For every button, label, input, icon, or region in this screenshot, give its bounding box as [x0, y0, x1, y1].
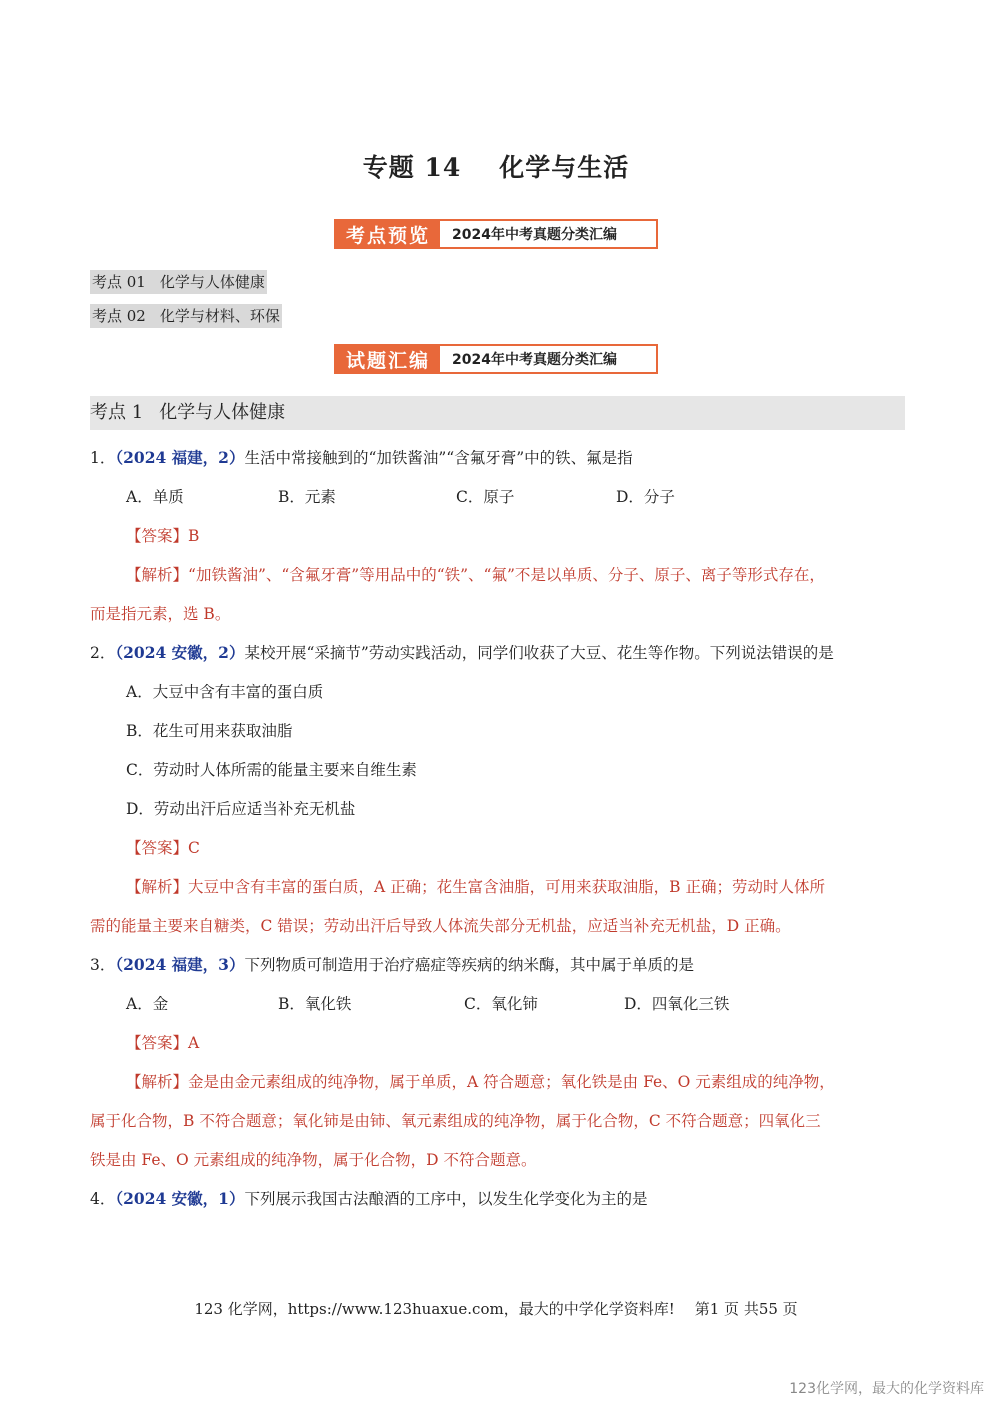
section-label: 考点 1: [90, 402, 144, 423]
option: A．单质: [126, 488, 184, 506]
question-1-analysis-cont: 而是指元素，选 B。: [90, 605, 231, 623]
option: B．元素: [278, 488, 336, 506]
option: D．分子: [616, 488, 675, 506]
preview-banner: [334, 219, 658, 249]
option: A．金: [126, 995, 169, 1013]
analysis-label: 【解析】: [126, 878, 189, 896]
question-number: 2．: [90, 644, 116, 662]
option: D．劳动出汗后应适当补充无机盐: [126, 800, 356, 818]
outline-text: 化学与人体健康: [159, 273, 265, 291]
option: C．劳动时人体所需的能量主要来自维生素: [126, 761, 417, 779]
answer-value: B: [188, 527, 200, 545]
question-1-answer: [126, 524, 199, 548]
page-title: [0, 148, 992, 184]
option: B．花生可用来获取油脂: [126, 722, 293, 740]
question-text: 生活中常接触到的“加铁酱油”“含氟牙膏”中的铁、氟是指: [244, 449, 633, 467]
question-3-analysis: [126, 1070, 835, 1094]
question-3-analysis-cont: 属于化合物，B 不符合题意；氧化铈是由铈、氧元素组成的纯净物，属于化合物，C 不符合题意；四氧化三: [90, 1112, 821, 1130]
question-3-options: [126, 992, 826, 1016]
title-text: 化学与生活: [499, 153, 630, 182]
question-text: 某校开展“采摘节”劳动实践活动，同学们收获了大豆、花生等作物。下列说法错误的是: [244, 644, 834, 662]
outline-label: 考点 02: [92, 307, 146, 325]
answer-value: C: [188, 839, 200, 857]
analysis-label: 【解析】: [126, 1073, 189, 1091]
analysis-text: “加铁酱油”、“含氟牙膏”等用品中的“铁”、“氟”不是以单质、分子、原子、离子等形式存在，: [188, 566, 825, 584]
answer-label: 【答案】: [126, 1034, 189, 1052]
question-source: （2024 安徽，1）: [115, 1189, 245, 1208]
outline-label: 考点 01: [92, 273, 146, 291]
outline-text: 化学与材料、环保: [159, 307, 280, 325]
option: C．原子: [456, 488, 515, 506]
exam-banner: [334, 344, 658, 374]
option: D．四氧化三铁: [624, 995, 730, 1013]
analysis-text: 大豆中含有丰富的蛋白质，A 正确；花生富含油脂，可用来获取油脂，B 正确；劳动时人体所: [188, 878, 825, 896]
option: B．氧化铁: [278, 995, 352, 1013]
question-2-analysis-cont: 需的能量主要来自糖类，C 错误；劳动出汗后导致人体流失部分无机盐，应适当补充无机盐，D 正确。: [90, 917, 791, 935]
question-source: （2024 安徽，2）: [115, 643, 245, 662]
section-text: 化学与人体健康: [159, 402, 286, 423]
question-1-options: [126, 485, 826, 509]
watermark: 123化学网，最大的化学资料库: [789, 1381, 984, 1397]
question-text: 下列展示我国古法酿酒的工序中，以发生化学变化为主的是: [244, 1190, 648, 1208]
question-text: 下列物质可制造用于治疗癌症等疾病的纳米酶，其中属于单质的是: [244, 956, 694, 974]
question-4-stem: [90, 1187, 647, 1211]
question-3-answer: [126, 1031, 199, 1055]
analysis-text: 金是由金元素组成的纯净物，属于单质，A 符合题意；氧化铁是由 Fe、O 元素组成的纯净物，: [188, 1073, 835, 1091]
footer-text: 123 化学网，https://www.123huaxue.com，最大的中学化学资料库!: [194, 1300, 675, 1318]
question-2-stem: [90, 641, 834, 665]
banner-tag: 试题汇编: [336, 346, 440, 372]
question-source: （2024 福建，2）: [115, 448, 245, 467]
question-2-answer: [126, 836, 200, 860]
answer-value: A: [188, 1034, 200, 1052]
banner-caption: 2024年中考真题分类汇编: [452, 352, 617, 368]
banner-tag: 考点预览: [336, 221, 440, 247]
question-1-stem: [90, 446, 633, 470]
question-number: 3．: [90, 956, 116, 974]
title-number: 专题 14: [362, 153, 462, 182]
page-footer: [0, 1298, 992, 1319]
answer-label: 【答案】: [126, 839, 189, 857]
question-3-stem: [90, 953, 694, 977]
banner-caption: 2024年中考真题分类汇编: [452, 227, 617, 243]
outline-item-1: [90, 270, 267, 294]
option: A．大豆中含有丰富的蛋白质: [126, 683, 324, 701]
question-source: （2024 福建，3）: [115, 955, 245, 974]
question-number: 1．: [90, 449, 116, 467]
analysis-label: 【解析】: [126, 566, 189, 584]
question-3-analysis-cont: 铁是由 Fe、O 元素组成的纯净物，属于化合物，D 不符合题意。: [90, 1151, 537, 1169]
question-number: 4．: [90, 1190, 116, 1208]
outline-item-2: [90, 304, 282, 328]
page-number: 第1 页 共55 页: [694, 1300, 798, 1318]
option: C．氧化铈: [464, 995, 538, 1013]
question-2-analysis: [126, 875, 825, 899]
answer-label: 【答案】: [126, 527, 189, 545]
question-1-analysis: [126, 563, 825, 587]
section-heading: [90, 396, 905, 430]
